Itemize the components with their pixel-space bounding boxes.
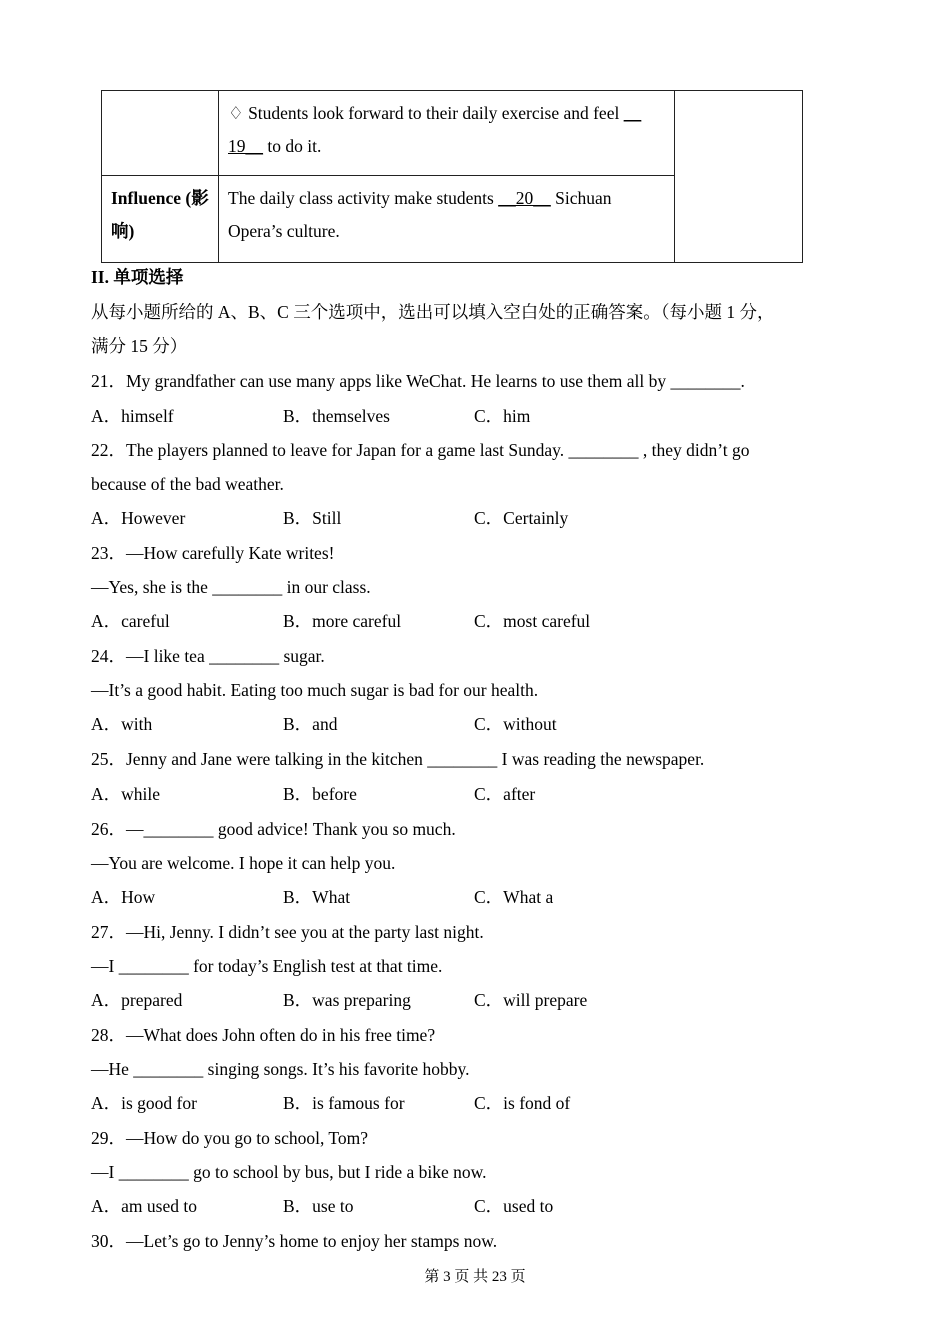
question-23-response: —Yes, she is the ________ in our class. — [91, 577, 371, 597]
section-title: II. 单项选择 — [91, 267, 184, 287]
influence-label-line2: 响) — [111, 221, 135, 241]
question-28-response: —He ________ singing songs. It’s his favorite hobby. — [91, 1059, 470, 1079]
q26-option-b: B．What — [283, 887, 351, 907]
question-27-response: —I ________ for today’s English test at that time. — [91, 956, 443, 976]
q27-option-c: C．will prepare — [474, 990, 588, 1010]
q29-option-a: A．am used to — [91, 1196, 197, 1216]
table-row — [102, 91, 803, 176]
question-29-stem: 29．—How do you go to school, Tom? — [91, 1128, 368, 1148]
table-empty-cell — [675, 91, 803, 263]
blank-20: __20__ — [498, 188, 551, 208]
question-23-stem: 23．—How carefully Kate writes! — [91, 543, 335, 563]
q26-option-a: A．How — [91, 887, 156, 907]
q25-option-c: C．after — [474, 784, 536, 804]
row2-text: The daily class activity make students — [228, 188, 499, 208]
q24-option-a: A．with — [91, 714, 153, 734]
row1-text-end: to do it. — [263, 136, 322, 156]
question-22-stem: 22．The players planned to leave for Japan for a game last Sunday. ________ , they didn’t go — [91, 440, 750, 460]
question-26-stem: 26．—________ good advice! Thank you so much. — [91, 819, 456, 839]
row1-text: ♢ Students look forward to their daily exercise and feel — [228, 103, 624, 123]
q24-option-b: B．and — [283, 714, 338, 734]
table-content-cell — [219, 91, 675, 176]
influence-label: Influence (影 — [111, 188, 209, 208]
table-label-cell — [102, 91, 219, 176]
blank-19-part1: __ — [623, 103, 642, 123]
q28-option-c: C．is fond of — [474, 1093, 571, 1113]
section-instruction-line2: 满分 15 分） — [91, 336, 188, 356]
q23-option-b: B．more careful — [283, 611, 402, 631]
question-21-stem: 21．My grandfather can use many apps like WeChat. He learns to use them all by ________. — [91, 371, 745, 391]
q23-option-a: A．careful — [91, 611, 170, 631]
q22-option-c: C．Certainly — [474, 508, 569, 528]
q27-option-b: B．was preparing — [283, 990, 411, 1010]
question-29-response: —I ________ go to school by bus, but I ride a bike now. — [91, 1162, 487, 1182]
q25-option-a: A．while — [91, 784, 161, 804]
question-27-stem: 27．—Hi, Jenny. I didn’t see you at the party last night. — [91, 922, 484, 942]
q21-option-b: B．themselves — [283, 406, 390, 426]
row2-text-end: Sichuan — [550, 188, 612, 208]
q28-option-b: B．is famous for — [283, 1093, 405, 1113]
q29-option-c: C．used to — [474, 1196, 554, 1216]
q23-option-c: C．most careful — [474, 611, 591, 631]
section-instruction: 从每小题所给的 A、B、C 三个选项中，选出可以填入空白处的正确答案。（每小题 1 分， — [91, 302, 775, 322]
q27-option-a: A．prepared — [91, 990, 183, 1010]
q22-option-a: A．However — [91, 508, 186, 528]
blank-19: 19__ — [228, 136, 263, 156]
q29-option-b: B．use to — [283, 1196, 354, 1216]
question-25-stem: 25．Jenny and Jane were talking in the kitchen ________ I was reading the newspaper. — [91, 749, 705, 769]
influence-content-cell — [219, 176, 675, 263]
row2-text-line2: Opera’s culture. — [228, 221, 340, 241]
question-24-stem: 24．—I like tea ________ sugar. — [91, 646, 325, 666]
info-table — [101, 90, 803, 263]
question-28-stem: 28．—What does John often do in his free time? — [91, 1025, 436, 1045]
question-24-response: —It’s a good habit. Eating too much sugar is bad for our health. — [91, 680, 539, 700]
q25-option-b: B．before — [283, 784, 357, 804]
q26-option-c: C．What a — [474, 887, 554, 907]
q24-option-c: C．without — [474, 714, 557, 734]
page-footer: 第 3 页 共 23 页 — [424, 1269, 526, 1285]
question-26-response: —You are welcome. I hope it can help you. — [91, 853, 396, 873]
q21-option-c: C．him — [474, 406, 531, 426]
question-22-stem-line2: because of the bad weather. — [91, 474, 284, 494]
influence-label-cell — [102, 176, 219, 263]
q21-option-a: A．himself — [91, 406, 174, 426]
q28-option-a: A．is good for — [91, 1093, 197, 1113]
q22-option-b: B．Still — [283, 508, 342, 528]
question-30-stem: 30．—Let’s go to Jenny’s home to enjoy her stamps now. — [91, 1231, 498, 1251]
